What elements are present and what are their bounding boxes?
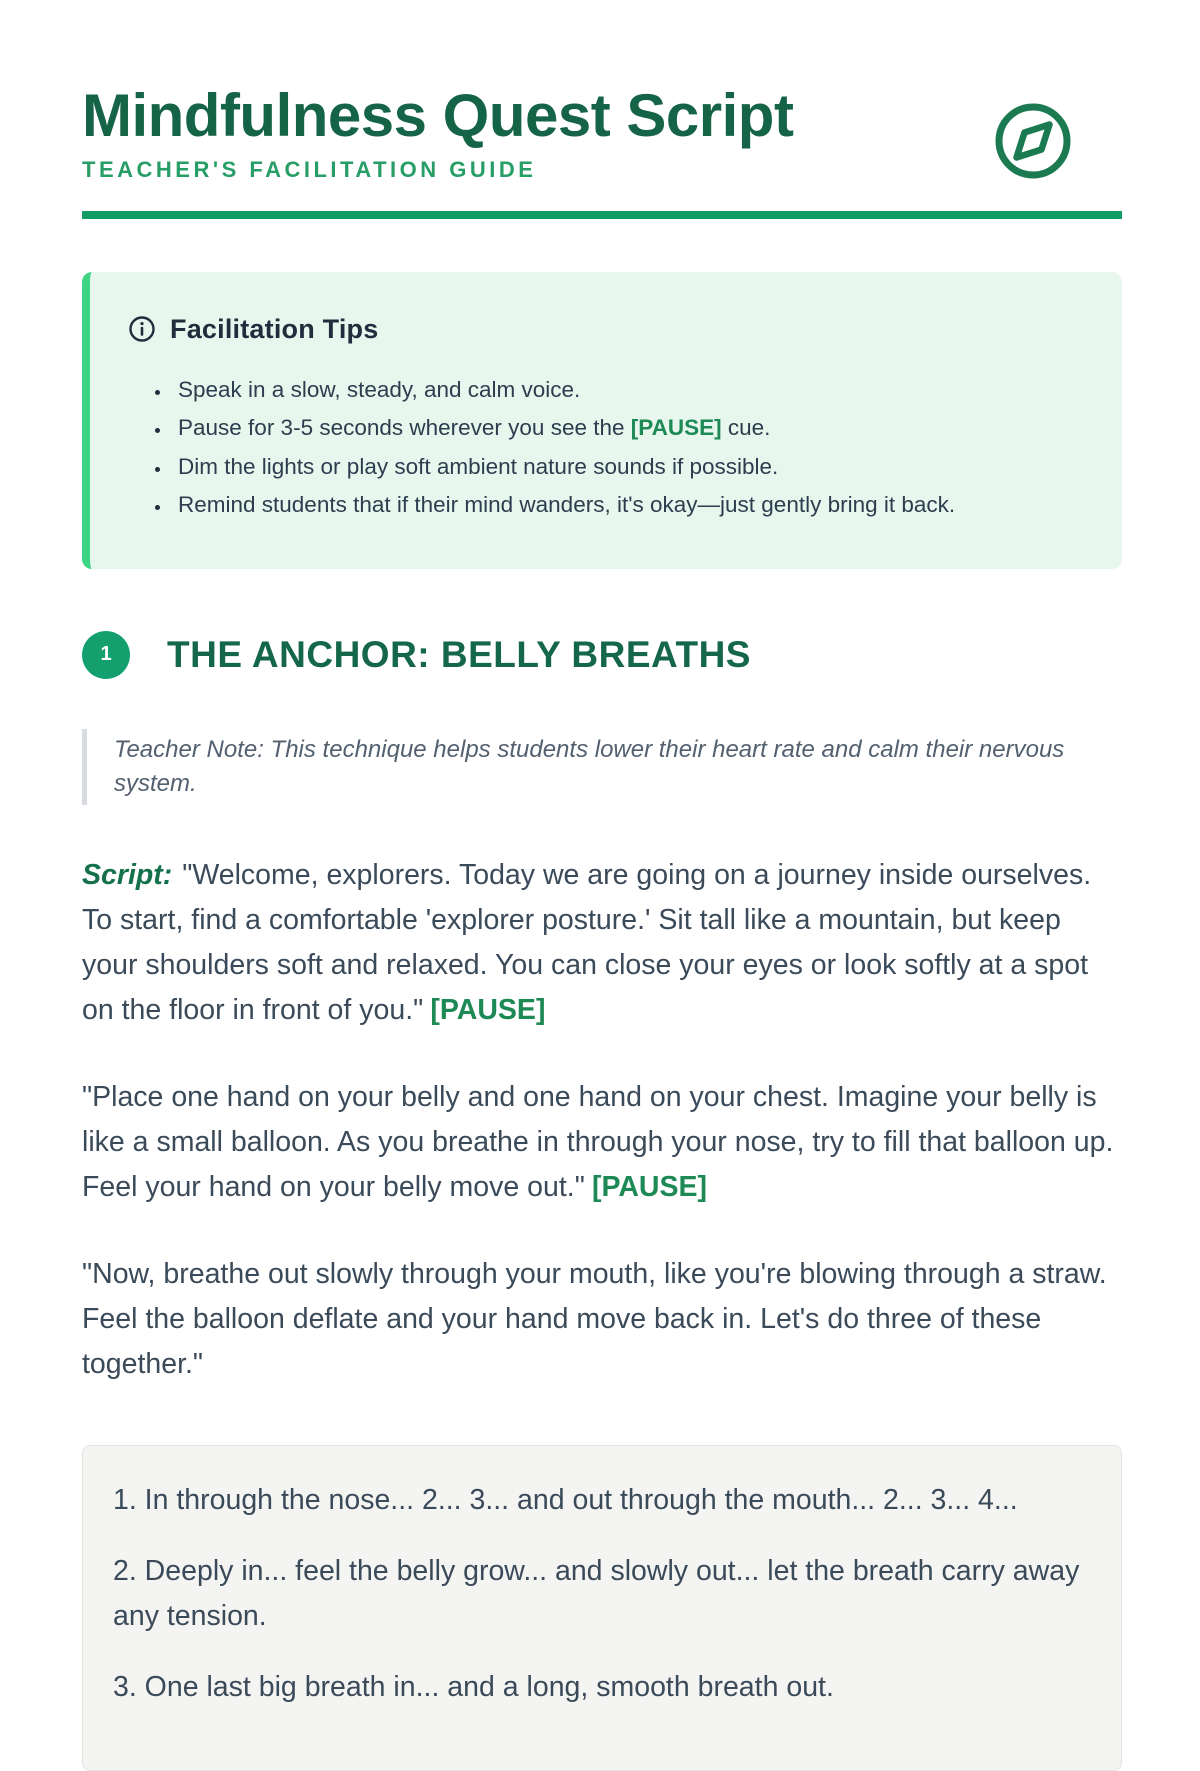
page-title: Mindfulness Quest Script: [82, 82, 794, 149]
tip-text: Pause for 3-5 seconds wherever you see the: [178, 415, 631, 441]
page-subtitle: TEACHER'S FACILITATION GUIDE: [82, 156, 537, 182]
tips-title: Facilitation Tips: [170, 313, 379, 344]
tip-item: [172, 371, 1082, 410]
step-item: 1. In through the nose... 2... 3... and out through the mouth... 2... 3... 4...: [113, 1483, 1018, 1516]
pause-cue: [PAUSE]: [430, 993, 546, 1026]
script-text: "Welcome, explorers. Today we are going on a journey inside ourselves. To start, find a comfortable 'explorer posture.' Sit tall like a mountain, but keep your shoulders soft and relaxed. You can close your eyes or look softly at a spot on the floor in front of you.": [82, 858, 1092, 1026]
script-paragraph-2: [82, 1075, 1122, 1210]
section-title: THE ANCHOR: BELLY BREATHS: [167, 633, 751, 675]
pause-cue: [PAUSE]: [630, 415, 722, 441]
title-block: [82, 84, 793, 183]
tip-text: cue.: [721, 415, 771, 441]
step-item: 2. Deeply in... feel the belly grow... and slowly out... let the breath carry away any tension.: [113, 1554, 1080, 1632]
script-label: Script:: [82, 858, 173, 891]
breathing-steps-box: [82, 1445, 1122, 1771]
step-item: 3. One last big breath in... and a long, smooth breath out.: [113, 1670, 834, 1703]
teacher-note: Teacher Note: This technique helps students lower their heart rate and calm their nervous system.: [82, 729, 1122, 805]
tip-text: Remind students that if their mind wanders, it's okay—just gently bring it back.: [178, 492, 956, 518]
info-icon: [128, 315, 156, 343]
script-paragraph-3: [82, 1252, 1122, 1387]
tip-item: [172, 409, 1082, 448]
compass-icon: [992, 100, 1074, 182]
tip-text: Dim the lights or play soft ambient nature sounds if possible.: [178, 453, 779, 479]
header-divider: [82, 211, 1122, 219]
pause-cue: [PAUSE]: [591, 1170, 708, 1203]
script-paragraph-1: [82, 853, 1122, 1033]
tips-list: [124, 371, 1082, 525]
facilitation-tips-box: [82, 272, 1122, 569]
tip-text: Speak in a slow, steady, and calm voice.: [178, 376, 581, 402]
section-number-badge: 1: [82, 631, 130, 679]
tips-header: [124, 314, 1082, 345]
tip-item: [172, 448, 1082, 487]
script-text: "Place one hand on your belly and one hand on your chest. Imagine your belly is like a small balloon. As you breathe in through your nose, try to fill that balloon up. Feel your hand on your belly move out.": [82, 1080, 1114, 1203]
document-header: [82, 0, 1122, 183]
tip-item: [172, 486, 1082, 525]
script-text: "Now, breathe out slowly through your mouth, like you're blowing through a straw. Feel the balloon deflate and your hand move back in. Let's do three of these together.": [82, 1257, 1107, 1380]
section-header: [82, 631, 1122, 679]
